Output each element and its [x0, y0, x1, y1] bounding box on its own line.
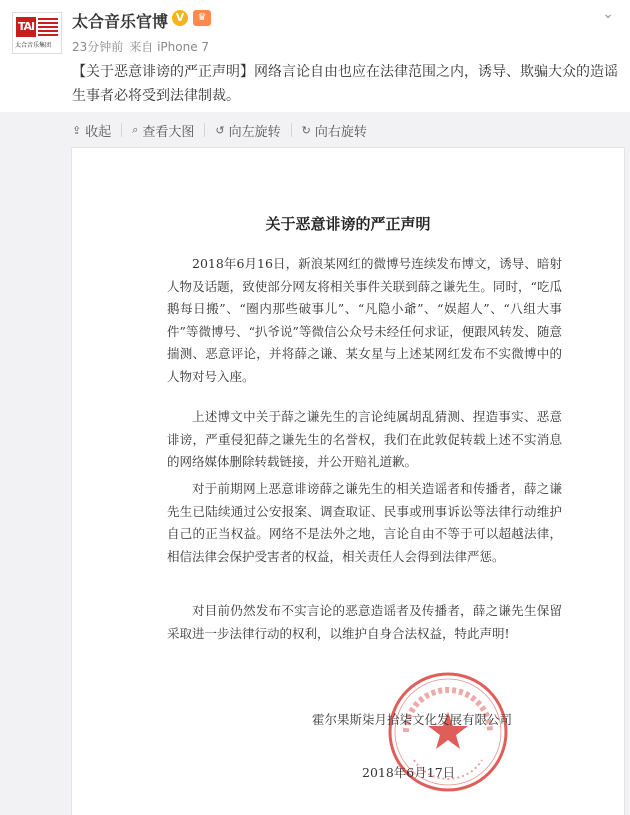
post-source: 来自 iPhone 7 — [129, 40, 210, 54]
avatar-caption: 太合音乐集团 — [15, 42, 52, 49]
company-name: 霍尔果斯柒月拾柒文化发展有限公司 — [312, 712, 513, 727]
rotate-left-icon: ↺ — [215, 123, 225, 137]
magnifier-icon: ⌕ — [132, 123, 139, 136]
statement-title: 关于恶意诽谤的严正声明 — [265, 215, 431, 233]
verified-v-icon: V — [172, 10, 188, 26]
post-meta — [72, 38, 215, 55]
statement-paragraph-4: 对目前仍然发布不实言论的恶意造谣者及传播者，薛之谦先生保留采取进一步法律行动的权利，以维护自身合法权益，特此声明! — [167, 603, 562, 641]
collapse-label: 收起 — [85, 124, 112, 140]
statement-date: 2018年6月17日 — [362, 765, 456, 780]
post-time[interactable]: 23分钟前 — [72, 40, 124, 54]
rotate-right-button[interactable] — [301, 123, 377, 140]
statement-paragraph-2: 上述博文中关于薛之谦先生的言论纯属胡乱猜测、捏造事实、恶意诽谤，严重侵犯薛之谦先生的名誉权，我们在此敦促转载上述不实消息的网络媒体删除转载链接，并公开赔礼道歉。 — [167, 409, 562, 469]
post-header — [0, 0, 630, 112]
rotate-right-icon: ↻ — [301, 123, 311, 137]
view-large-button[interactable] — [132, 123, 205, 140]
collapse-up-icon: ⇪ — [72, 123, 82, 137]
avatar-logo: TAI — [16, 17, 36, 37]
post-text: 【关于恶意诽谤的严正声明】网络言论自由也应在法律范围之内，诱导、欺骗大众的造谣生事者必将受到法律制裁。 — [72, 64, 618, 104]
view-large-label: 查看大图 — [142, 124, 195, 140]
statement-paragraph-3: 对于前期网上恶意诽谤薛之谦先生的相关造谣者和传播者，薛之谦先生已陆续通过公安报案、调查取证、民事或刑事诉讼等法律行动维护自己的正当权益。网络不是法外之地，言论自由不等于可以超越法律，相信法律会保护受害者的权益，相关责任人会得到法律严惩。 — [167, 481, 562, 564]
rotate-right-label: 向右旋转 — [314, 124, 367, 140]
statement-paragraph-1: 2018年6月16日，新浪某网红的微博号连续发布博文，诱导、暗射人物及话题，致使部分网友将相关事件关联到薛之谦先生。同时，“吃瓜鹅每日搬”、“圈内那些破事儿”、“凡隐小爺”、“娱超人”、“八组大事件”等微博号、“扒爷说”等微信公众号未经任何求证，便跟风转发、随意揣测、恶意评论，并将薛之谦、某女星与上述某网红发布不实微博中的人物对号入座。 — [167, 256, 562, 384]
rotate-left-button[interactable] — [215, 123, 291, 140]
member-crown-icon[interactable]: ♛ — [193, 10, 211, 26]
avatar[interactable] — [12, 12, 62, 54]
rotate-left-label: 向左旋转 — [228, 124, 281, 140]
avatar-logo-lines — [38, 18, 58, 36]
collapse-button[interactable] — [72, 123, 122, 140]
account-name[interactable]: 太合音乐官博 — [72, 12, 169, 31]
chevron-down-icon[interactable]: ⌄ — [602, 6, 614, 22]
image-toolbar — [72, 118, 387, 142]
statement-image[interactable] — [72, 148, 624, 815]
